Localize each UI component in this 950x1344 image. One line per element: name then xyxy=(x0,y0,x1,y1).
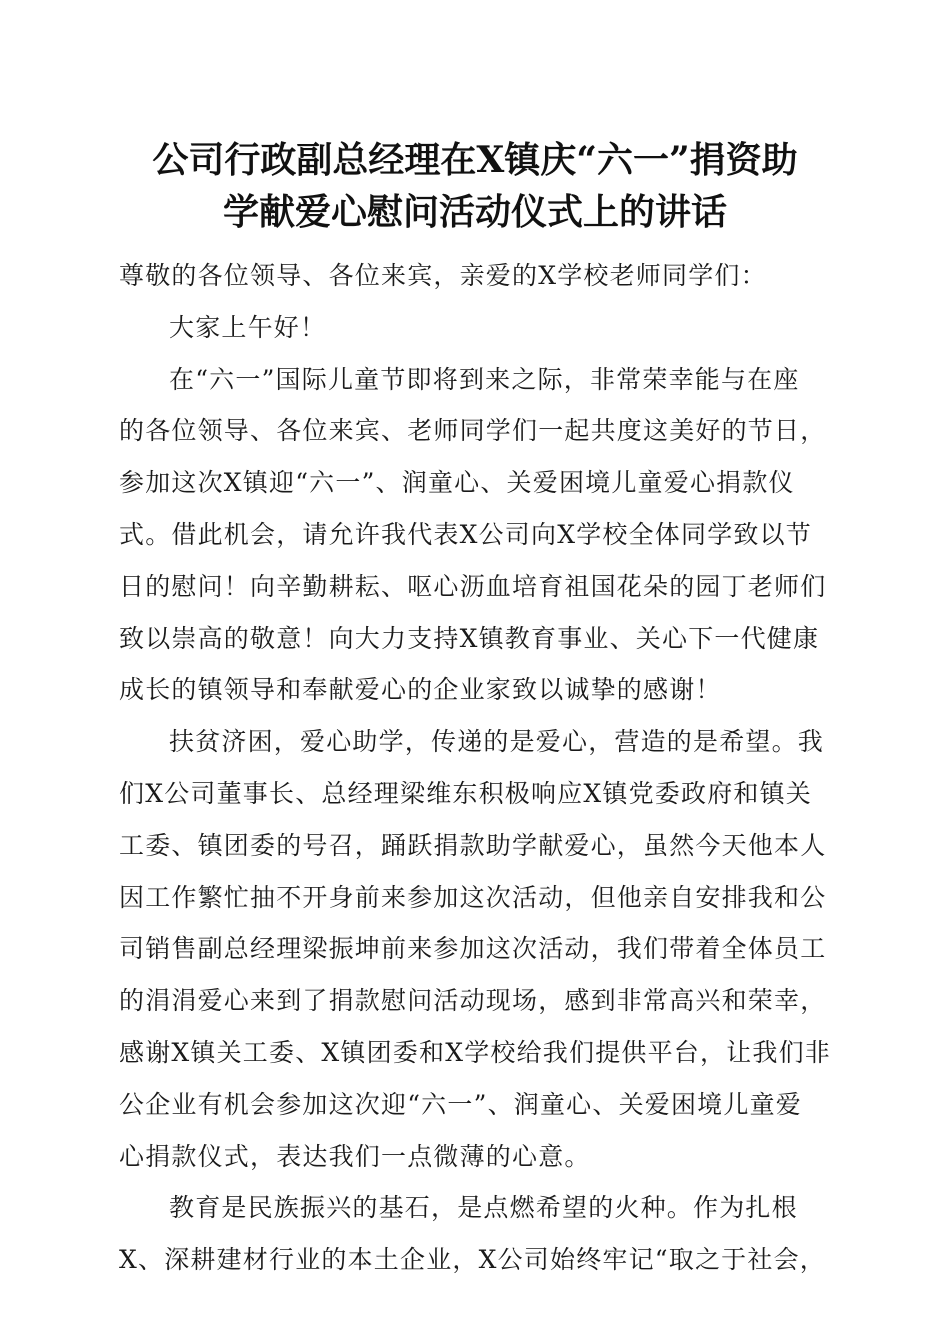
paragraph-line: 式。借此机会，请允许我代表X公司向X学校全体同学致以节 xyxy=(119,519,812,549)
paragraph-1 xyxy=(119,354,827,717)
paragraph-line: 成长的镇领导和奉献爱心的企业家致以诚挚的感谢！ xyxy=(119,675,722,705)
paragraph-line: 的各位领导、各位来宾、老师同学们一起共度这美好的节日， xyxy=(119,416,827,446)
paragraph-line: 在“六一”国际儿童节即将到来之际，非常荣幸能与在座 xyxy=(169,364,800,394)
document-title xyxy=(100,134,850,238)
paragraph-line: X、深耕建材行业的本土企业，X公司始终牢记“取之于社会， xyxy=(119,1245,826,1275)
greeting: 大家上午好！ xyxy=(169,312,327,342)
paragraph-line: 工委、镇团委的号召，踊跃捐款助学献爱心，虽然今天他本人 xyxy=(119,830,827,860)
paragraph-line: 致以崇高的敬意！向大力支持X镇教育事业、关心下一代健康 xyxy=(119,623,820,653)
salutation: 尊敬的各位领导、各位来宾，亲爱的X学校老师同学们： xyxy=(119,261,767,290)
paragraph-line: 公企业有机会参加这次迎“六一”、润童心、关爱困境儿童爱 xyxy=(119,1089,802,1119)
paragraph-line: 参加这次X镇迎“六一”、润童心、关爱困境儿童爱心捐款仪 xyxy=(119,468,795,498)
paragraph-2 xyxy=(119,716,831,1182)
paragraph-line: 们X公司董事长、总经理梁维东积极响应X镇党委政府和镇关 xyxy=(119,778,812,808)
paragraph-line: 感谢X镇关工委、X镇团委和X学校给我们提供平台，让我们非 xyxy=(119,1037,831,1067)
title-line-2: 学献爱心慰问活动仪式上的讲话 xyxy=(222,191,727,233)
paragraph-line: 扶贫济困，爱心助学，传递的是爱心，营造的是希望。我 xyxy=(169,727,825,757)
paragraph-line: 司销售副总经理梁振坤前来参加这次活动，我们带着全体员工 xyxy=(119,934,827,964)
paragraph-line: 心捐款仪式，表达我们一点微薄的心意。 xyxy=(119,1141,591,1171)
paragraph-line: 因工作繁忙抽不开身前来参加这次活动，但他亲自安排我和公 xyxy=(119,882,827,912)
paragraph-line: 教育是民族振兴的基石，是点燃希望的火种。作为扎根 xyxy=(169,1193,798,1223)
document-body xyxy=(119,250,831,1286)
title-line-1: 公司行政副总经理在X镇庆“六一”捐资助 xyxy=(152,139,798,181)
paragraph-line: 日的慰问！向辛勤耕耘、呕心沥血培育祖国花朵的园丁老师们 xyxy=(119,571,827,601)
paragraph-3 xyxy=(119,1182,824,1286)
paragraph-line: 的涓涓爱心来到了捐款慰问活动现场，感到非常高兴和荣幸， xyxy=(119,986,827,1016)
